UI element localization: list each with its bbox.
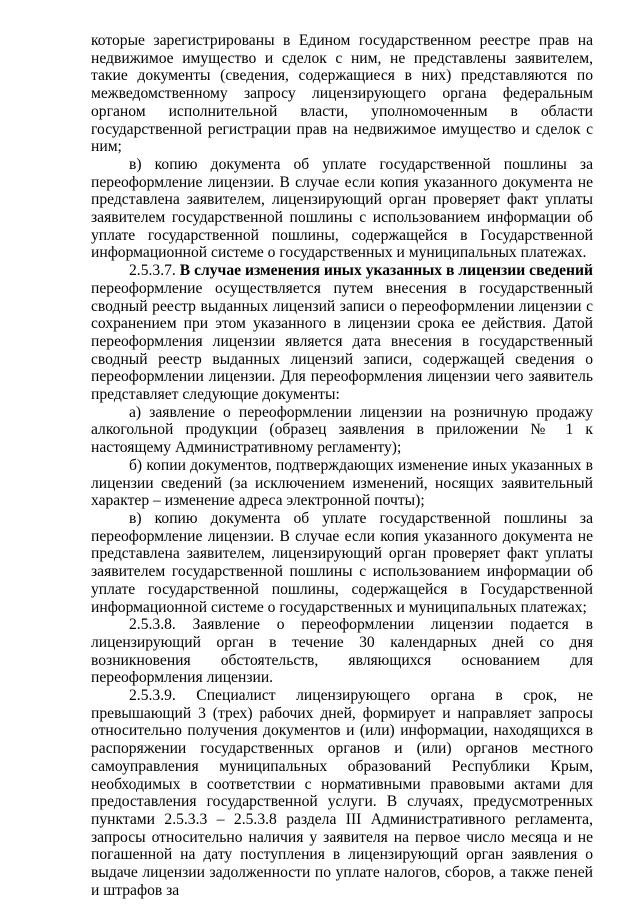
paragraph-2-5-3-9: 2.5.3.9. Специалист лицензирующего органа в срок, не превышающий 3 (трех) рабочих дней, формирует и направляет запросы относительно получения документов и (или) информации, находящихся в распоряжении государственных органов и (или) органов местного самоуправления муниципальных образований Республики Крым, необходимых в соответствии с нормативными правовыми актами для предоставления государственной услуги. В случаях, предусмотренных пунктами 2.5.3.3 – 2.5.3.8 раздела III Административного регламента, запросы относительно наличия у заявителя на первое число месяца и не погашенной на дату поступления в лицензирующий орган заявления о выдаче лицензии задолженности по уплате налогов, сборов, а также пеней и штрафов за	[91, 687, 593, 899]
clause-heading-bold: В случае изменения иных указанных в лицензии сведений	[179, 262, 593, 280]
paragraph-2-5-3-8: 2.5.3.8. Заявление о переоформлении лицензии подается в лицензирующий орган в течение 30 календарных дней со дня возникновения обстоятельств, являющихся основанием для переоформления лицензии.	[91, 616, 593, 687]
document-page	[91, 32, 593, 899]
clause-body: переоформление осуществляется путем внесения в государственный сводный реестр выданных лицензий записи о переоформлении лицензии с сохранением при этом указанного в лицензии срока ее действия. Датой переоформления лицензии является дата внесения в государственный сводный реестр выданных лицензий записи, содержащей сведения о переоформлении лицензии. Для переоформления лицензии чего заявитель представляет следующие документы:	[91, 279, 593, 404]
paragraph-continuation: которые зарегистрированы в Едином государственном реестре прав на недвижимое имущество и сделок с ним, не представлены заявителем, такие документы (сведения, содержащиеся в них) представляются по межведомственному запросу лицензирующего органа федеральным органом исполнительной власти, уполномоченным в области государственной регистрации прав на недвижимое имущество и сделок с ним;	[91, 32, 593, 156]
paragraph-item-v: в) копию документа об уплате государственной пошлины за переоформление лицензии. В случае если копия указанного документа не представлена заявителем, лицензирующий орган проверяет факт уплаты заявителем государственной пошлины с использованием информации об уплате государственной пошлины, содержащейся в Государственной информационной системе о государственных и муниципальных платежах;	[91, 509, 593, 616]
clause-number: 2.5.3.7.	[129, 262, 176, 280]
paragraph-item-v-fee: в) копию документа об уплате государственной пошлины за переоформление лицензии. В случае если копия указанного документа не представлена заявителем, лицензирующий орган проверяет факт уплаты заявителем государственной пошлины с использованием информации об уплате государственной пошлины, содержащейся в Государственной информационной системе о государственных и муниципальных платежах.	[91, 155, 593, 262]
paragraph-2-5-3-7	[91, 262, 593, 404]
paragraph-item-b: б) копии документов, подтверждающих изменение иных указанных в лицензии сведений (за исключением изменений, носящих заявительный характер – изменение адреса электронной почты);	[91, 456, 593, 510]
paragraph-item-a: а) заявление о переоформлении лицензии на розничную продажу алкогольной продукции (образец заявления в приложении № 1 к настоящему Административному регламенту);	[91, 403, 593, 457]
